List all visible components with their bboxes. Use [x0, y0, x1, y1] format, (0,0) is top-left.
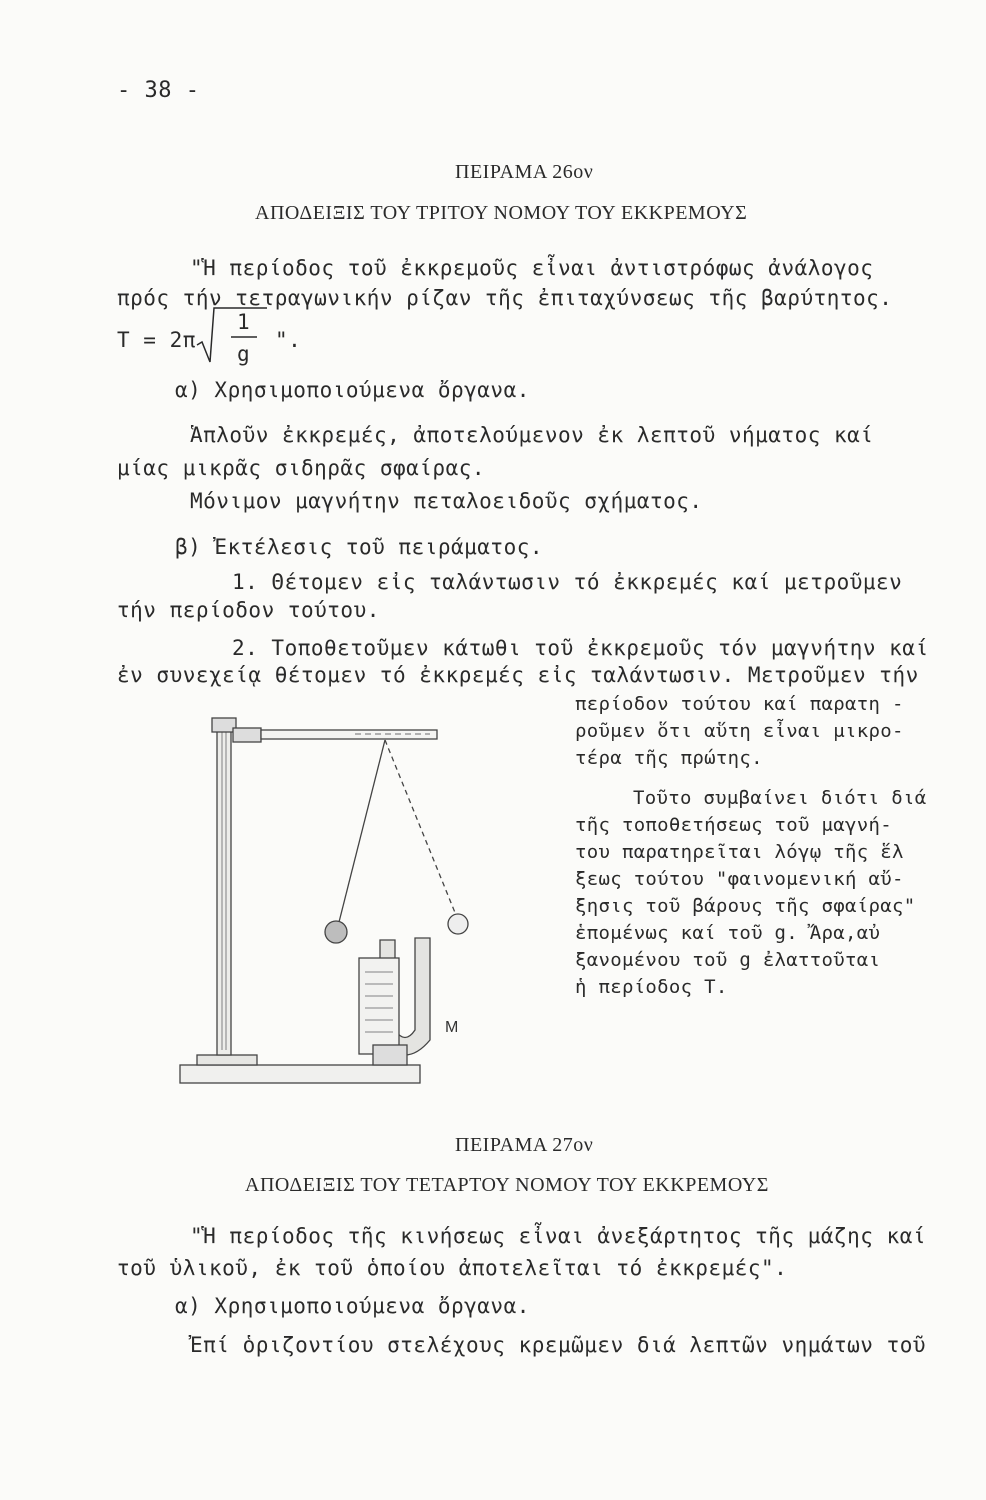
pendulum-bob-right [448, 914, 468, 934]
experiment-26-heading: ΠΕΙΡΑΜΑ 26ον [455, 161, 594, 183]
pendulum-bob-left [325, 921, 347, 943]
section-a-title: α) Χρησιμοποιούμενα ὄργανα. [175, 378, 530, 402]
explanation-line-2: τῆς τοποθετήσεως τοῦ μαγνή- [575, 814, 892, 836]
sqrt-sign-icon [117, 300, 277, 380]
step-2-line-2: ἐν συνεχείᾳ θέτομεν τό ἐκκρεμές εἰς ταλάντωσιν. Μετροῦμεν τήν [117, 663, 919, 687]
experiment-27-heading: ΠΕΙΡΑΜΑ 27ον [455, 1134, 594, 1156]
page-number: - 38 - [117, 78, 200, 103]
step-1-line-1: 1. Θέτομεν εἰς ταλάντωσιν τό ἐκκρεμές καί μετροῦμεν [232, 570, 903, 594]
law-26-line-2: πρός τήν τετραγωνικήν ρίζαν τῆς ἐπιταχύνσεως τῆς βαρύτητος. [117, 286, 893, 310]
exp27-section-a-line-1: Ἐπί ὁριζοντίου στελέχους κρεμῶμεν διά λεπτῶν νημάτων τοῦ [190, 1333, 927, 1357]
explanation-line-7: ξανομένου τοῦ g ἐλαττοῦται [575, 949, 881, 971]
exp27-section-a-title: α) Χρησιμοποιούμενα ὄργανα. [175, 1294, 530, 1318]
pendulum-string-left [337, 740, 385, 930]
experiment-27-subheading: ΑΠΟΔΕΙΞΙΣ ΤΟΥ ΤΕΤΑΡΤΟΥ ΝΟΜΟΥ ΤΟΥ ΕΚΚΡΕΜΟΥΣ [245, 1174, 769, 1196]
law-26-line-1: "Ἡ περίοδος τοῦ ἐκκρεμοῦς εἶναι ἀντιστρόφως ἀνάλογος [190, 256, 874, 280]
explanation-line-8: ἡ περίοδος Τ. [575, 976, 728, 998]
formula-numerator: 1 [237, 310, 251, 334]
explanation-line-6: ἑπομένως καί τοῦ g. Ἄρα,αὐ [575, 922, 881, 944]
right-column-line-3: τέρα τῆς πρώτης. [575, 747, 763, 769]
right-column-line-1: περίοδον τούτου καί παρατη - [575, 693, 904, 715]
law-27-line-1: "Ἡ περίοδος τῆς κινήσεως εἶναι ἀνεξάρτητος τῆς μάζης καί [190, 1224, 927, 1248]
formula-denominator: g [237, 342, 251, 366]
explanation-line-5: ξησις τοῦ βάρους τῆς σφαίρας" [575, 895, 916, 917]
section-a-line-2: μίας μικρᾶς σιδηρᾶς σφαίρας. [117, 456, 486, 480]
pendulum-magnet-figure [175, 700, 475, 1090]
pendulum-string-right [385, 740, 458, 920]
formula-close: ". [275, 328, 302, 352]
magnet-label: M [445, 1019, 459, 1036]
law-27-line-2: τοῦ ὑλικοῦ, ἐκ τοῦ ὁποίου ἀποτελεῖται τό ἐκκρεμές". [117, 1256, 788, 1280]
step-2-line-1: 2. Τοποθετοῦμεν κάτωθι τοῦ ἐκκρεμοῦς τόν μαγνήτην καί [232, 636, 929, 660]
section-a-line-3: Μόνιμον μαγνήτην πεταλοειδοῦς σχήματος. [190, 489, 703, 513]
stand-base [180, 1065, 420, 1083]
explanation-line-3: του παρατηρεῖται λόγῳ τῆς ἕλ [575, 841, 904, 863]
explanation-line-4: ξεως τούτου "φαινομενική αὔ- [575, 868, 904, 890]
right-column-line-2: ροῦμεν ὅτι αὕτη εἶναι μικρο- [575, 720, 904, 742]
step-1-line-2: τήν περίοδον τούτου. [117, 598, 380, 622]
stand-rod [217, 725, 231, 1055]
explanation-line-1: Τοῦτο συμβαίνει διότι διά [633, 787, 927, 809]
section-b-title: β) Ἐκτέλεσις τοῦ πειράματος. [175, 535, 544, 559]
experiment-26-subheading: ΑΠΟΔΕΙΞΙΣ ΤΟΥ ΤΡΙΤΟΥ ΝΟΜΟΥ ΤΟΥ ΕΚΚΡΕΜΟΥΣ [255, 202, 748, 224]
formula-lhs: T = 2π [117, 328, 196, 352]
section-a-line-1: Ἁπλοῦν ἐκκρεμές, ἀποτελούμενον ἐκ λεπτοῦ νήματος καί [190, 423, 874, 447]
